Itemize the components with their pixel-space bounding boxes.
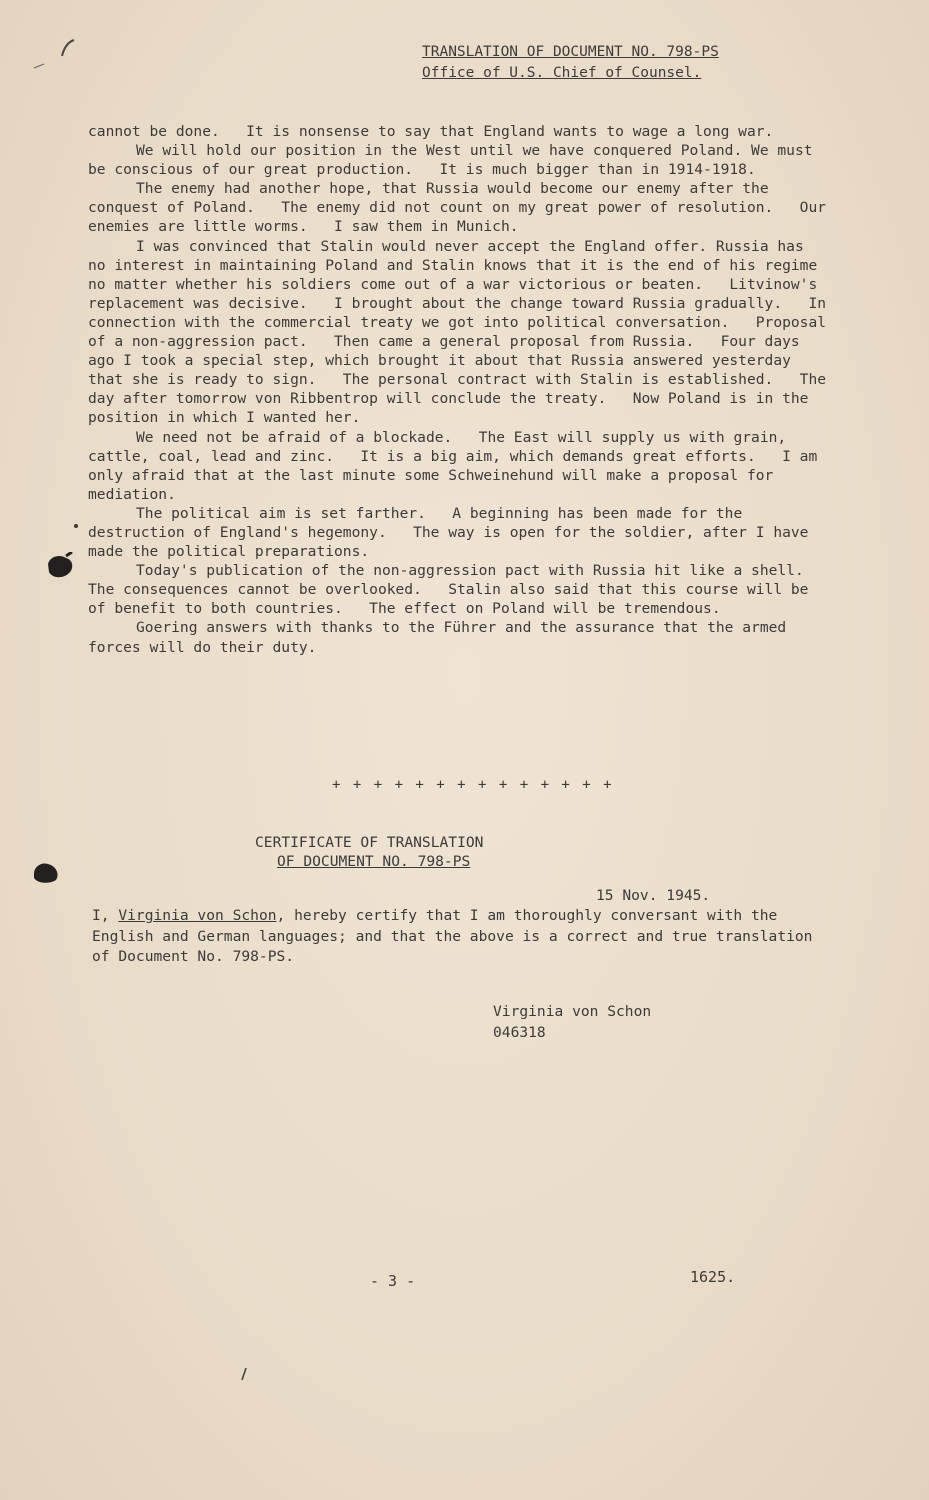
punch-hole-mark — [44, 552, 76, 580]
paragraph-4: I was convinced that Stalin would never accept the England offer. Russia has no interest in maintaining Poland and Stalin knows that it is the end of his regime no matter whether his soldiers come out of a war victorious or beaten. Litvinow's replacement was decisive. I brought about the change toward Russia gradually. In connection with the commercial treaty we got into political conversation. Proposal of a non-aggression pact. Then came a general proposal from Russia. Four days ago I took a special step, which brought it about that Russia answered yesterday that she is ready to sign. The personal contract with Stalin is established. The day after tomorrow von Ribbentrop will conclude the treaty. Now Poland is in the position in which I wanted her. — [88, 237, 835, 427]
document-number: 1625. — [690, 1268, 736, 1286]
translation-body — [88, 122, 835, 657]
document-header — [422, 42, 719, 84]
signature-name: Virginia von Schon — [493, 1003, 652, 1020]
pencil-stroke-mark — [238, 1366, 250, 1382]
certificate-prefix: I, — [92, 907, 119, 924]
paragraph-6: The political aim is set farther. A beginning has been made for the destruction of England's hegemony. The way is open for the soldier, after I have made the political preparations. — [88, 504, 818, 561]
page-number: - 3 - — [370, 1272, 416, 1290]
certificate-title-line2: OF DOCUMENT NO. 798-PS — [277, 853, 471, 870]
signature-number: 046318 — [493, 1024, 546, 1041]
certificate-body — [92, 906, 822, 968]
punch-hole-mark — [30, 858, 62, 886]
paragraph-2: We will hold our position in the West until we have conquered Poland. We must be conscious of our great production. It is much bigger than in 1914-1918. — [88, 142, 822, 179]
certificate-title-line1: CERTIFICATE OF TRANSLATION — [255, 834, 484, 851]
certificate-date: 15 Nov. 1945. — [596, 887, 711, 904]
margin-dot-mark — [72, 522, 80, 530]
header-title: TRANSLATION OF DOCUMENT NO. 798-PS — [422, 44, 719, 60]
paragraph-1: cannot be done. It is nonsense to say that England wants to wage a long war. — [88, 123, 774, 140]
signature-block — [493, 1001, 651, 1043]
paragraph-5: We need not be afraid of a blockade. The East will supply us with grain, cattle, coal, lead and zinc. It is a big aim, which demands great efforts. I am only afraid that at the last minute some Schweinehund will make a proposal for mediation. — [88, 428, 827, 503]
certificate-statement: , hereby certify that I am thoroughly conversant with the English and German languages; and that the above is a correct and true translation of Document No. 798-PS. — [92, 907, 813, 965]
paragraph-8: Goering answers with thanks to the Führer and the assurance that the armed forces will do their duty. — [88, 619, 795, 656]
paragraph-7: Today's publication of the non-aggression pact with Russia hit like a shell. The consequences cannot be overlooked. Stalin also said that this course will be of benefit to both countries. The effect on Poland will be tremendous. — [88, 562, 831, 618]
paragraph-3: The enemy had another hope, that Russia would become our enemy after the conquest of Poland. The enemy did not count on my great power of resolution. Our enemies are little worms. I saw them in Munich. — [88, 180, 835, 236]
section-separator: + + + + + + + + + + + + + + — [332, 777, 614, 793]
header-office: Office of U.S. Chief of Counsel. — [422, 65, 702, 81]
certificate-title — [255, 833, 483, 871]
pencil-tick-mark — [30, 34, 82, 74]
translator-name: Virginia von Schon — [118, 907, 277, 924]
